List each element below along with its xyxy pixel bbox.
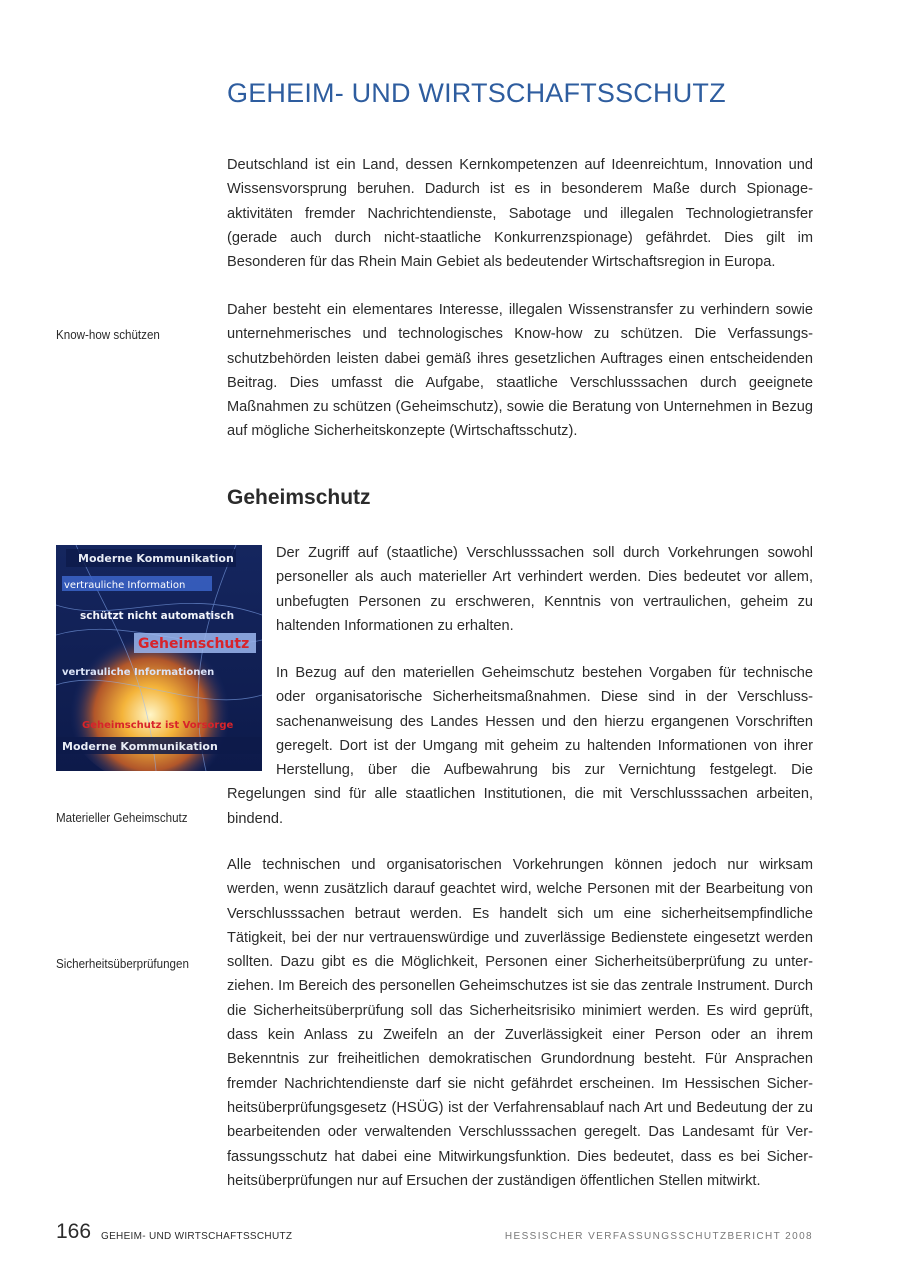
figure-text-line3: schützt nicht automatisch (80, 610, 235, 622)
intro-paragraph-1: Deutschland ist ein Land, dessen Kernkompetenzen auf Ideenreichtum, Innovation und Wissensvorsprung beruhen. Dadurch ist es in besonderem Maße durch Spionageaktivitäten fremder Nachrichtendienste, Sabotage und illegalen Technologietransfer (gerade auch durch nicht-staatliche Konkurrenzspionage) gefährdet. Dies gilt im Besonderen für das Rhein Main Gebiet als bedeutender Wirtschaftsregion in Europa. (227, 157, 813, 271)
section-paragraph-1: Der Zugriff auf (staatliche) Verschlusssachen soll durch Vorkehrungen sowohl personeller als auch materieller Art verhindert werden. Dies bedeutet vor allem, unbefugten Personen zu erschweren, Kenntnis von vertraulichen, geheim zu haltenden Informationen zu erhalten. (276, 545, 813, 634)
page-number: 166 (56, 1220, 92, 1243)
figure-text-line6: Geheimschutz ist Vorsorge (82, 720, 234, 731)
section-paragraph-2-wrapper (227, 661, 813, 831)
figure-wrap-spacer (227, 661, 276, 782)
figure-text-line7: Moderne Kommunikation (62, 740, 218, 753)
page-title: GEHEIM- UND WIRTSCHAFTSSCHUTZ (227, 78, 726, 108)
footer-section-title: GEHEIM- UND WIRTSCHAFTSSCHUTZ (101, 1231, 293, 1242)
section-heading: Geheimschutz (227, 486, 371, 509)
figure-text-line1: Moderne Kommunikation (78, 552, 234, 565)
section-paragraph-2: In Bezug auf den materiellen Geheimschutz bestehen Vorgaben für technische oder organisatorische Sicherheitsmaßnahmen. Diese sind in der Verschlusssachenanweisung des Landes Hessen und den hierzu ergangenen Vorschriften geregelt. Dort ist der Umgang mit geheim zu haltenden Informationen von ihrer Herstellung, über die Aufbewahrung bis zur Vernichtung festgelegt. Die Regelungen sind für alle staatlichen Institutionen, die mit Verschlusssachen arbeiten, bindend. (227, 665, 813, 827)
figure-text-line2: vertrauliche Information (64, 580, 186, 591)
footer-publication-title: HESSISCHER VERFASSUNGSSCHUTZBERICHT 2008 (504, 1231, 813, 1242)
margin-note-materiell: Materieller Geheimschutz (56, 810, 188, 825)
intro-paragraph-2: Daher besteht ein elementares Interesse, illegalen Wissenstransfer zu verhindern sowie unternehmerisches und technologisches Know-how zu schützen. Die Verfassungsschutzbehörden leisten dabei gemäß ihres gesetzlichen Auftrages einen entscheidenden Beitrag. Dies umfasst die Aufgabe, staatliche Verschlusssachen durch geeignete Maßnahmen zu schützen (Geheimschutz), sowie die Beratung von Unternehmen in Bezug auf mögliche Sicherheitskonzepte (Wirtschaftsschutz). (227, 302, 813, 440)
section-paragraph-3: Alle technischen und organisatorischen Vorkehrungen können jedoch nur wirksam werden, wenn zusätzlich darauf geachtet wird, welche Personen mit der Bearbeitung von Verschlusssachen betraut werden. Es handelt sich um eine sicherheitsempfindliche Tätigkeit, bei der nur vertrauenswürdige und zuverlässige Bedienstete eingesetzt werden sollten. Dazu gibt es die Möglichkeit, Personen einer Sicherheitsüberprüfung zu unterziehen. Im Bereich des personellen Geheimschutzes ist sie das zentrale Instrument. Durch die Sicherheitsüberprüfung soll das Sicherheitsrisiko minimiert werden. Es wird geprüft, dass kein Anlass zu Zweifeln an der Zuverlässigkeit einer Person oder an ihrem Bekenntnis zur freiheitlichen demokratischen Grundordnung besteht. Für Ansprachen fremder Nachrichtendienste darf sie nicht gefährdet erscheinen. Im Hessischen Sicherheitsüberprüfungsgesetz (HSÜG) ist der Verfahrensablauf nach Art und Bedeutung der zu bearbeitenden oder verwaltenden Verschlusssachen geregelt. Das Landesamt für Verfassungsschutz hat dabei eine Mitwirkungsfunktion. Dies bedeutet, dass es bei Sicherheitsüberprüfungen nur auf Ersuchen der zuständigen öffentlichen Stellen mitwirkt. (227, 857, 813, 1189)
margin-note-sicherheit: Sicherheitsüberprüfungen (56, 956, 189, 971)
margin-note-knowhow: Know-how schützen (56, 327, 160, 342)
figure-text-line4: Geheimschutz (138, 636, 250, 652)
figure-text-line5: vertrauliche Informationen (62, 667, 215, 678)
